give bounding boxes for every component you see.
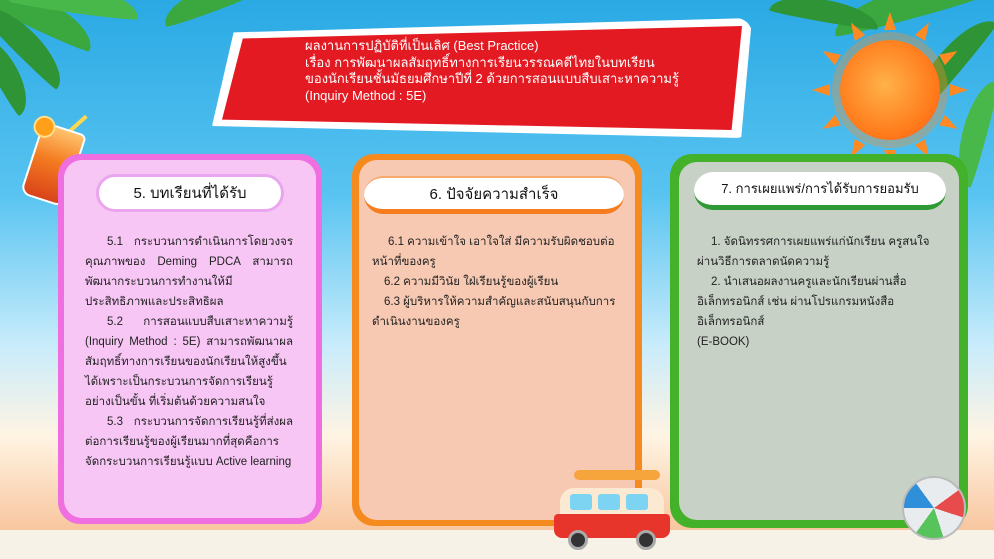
dissemination-body — [697, 232, 947, 352]
paragraph: 5.2 การสอนแบบสืบเสาะหาความรู้ (Inquiry Method : 5E) สามารถพัฒนาผลสัมฤทธิ์ทางการเรียนของนักเรียนให้สูงขึ้นได้เพราะเป็นกระบวนการจัดการเรียนรู้อย่างเป็นขั้น ที่เริ่มต้นด้วยความสนใจ — [85, 316, 293, 408]
beach-ball-icon — [902, 476, 966, 540]
beach-deck — [0, 530, 994, 559]
success-factors-body — [372, 232, 622, 332]
title-line: (Inquiry Method : 5E) — [305, 87, 427, 103]
dissemination-title: 7. การเผยแพร่/การได้รับการยอมรับ — [694, 172, 946, 210]
success-factors-title: 6. ปัจจัยความสำเร็จ — [364, 176, 624, 214]
title-line: ผลงานการปฏิบัติที่เป็นเลิศ (Best Practice) — [305, 38, 539, 53]
paragraph: 6.2 ความมีวินัย ใฝ่เรียนรู้ของผู้เรียน — [384, 276, 559, 288]
title-text — [305, 38, 715, 104]
title-line: ของนักเรียนชั้นมัธยมศึกษาปีที่ 2 ด้วยการสอนแบบสืบเสาะหาความรู้ — [305, 71, 679, 86]
lessons-learned-title: 5. บทเรียนที่ได้รับ — [96, 174, 284, 212]
lessons-learned-body — [85, 232, 293, 472]
paragraph: 1. จัดนิทรรศการเผยแพร่แก่นักเรียน ครูสนใจผ่านวิธีการตลาดนัดความรู้ — [697, 236, 930, 268]
paragraph: 5.3 กระบวนการจัดการเรียนรู้ที่ส่งผลต่อการเรียนรู้ของผู้เรียนมากที่สุดคือการจัดกระบวนการเรียนรู้แบบ Active learning — [85, 416, 293, 468]
sun-icon — [840, 40, 940, 140]
van-icon — [548, 470, 676, 552]
paragraph: 2. นำเสนอผลงานครูและนักเรียนผ่านสื่ออิเล็กทรอนิกส์ เช่น ผ่านโปรแกรมหนังสืออิเล็กทรอนิกส์ — [697, 276, 907, 328]
paragraph: 5.1 กระบวนการดำเนินการโดยวงจรคุณภาพของ Deming PDCA สามารถพัฒนากระบวนการทำงานให้มีประสิทธิภาพและประสิทธิผล — [85, 236, 293, 308]
title-line: เรื่อง การพัฒนาผลสัมฤทธิ์ทางการเรียนวรรณคดีไทยในบทเรียน — [305, 54, 655, 70]
palm-leaves-left — [0, 0, 180, 130]
paragraph: (E-BOOK) — [697, 336, 750, 348]
paragraph: 6.3 ผู้บริหารให้ความสำคัญและสนับสนุนกับการดำเนินงานของครู — [372, 296, 616, 328]
paragraph: 6.1 ความเข้าใจ เอาใจใส่ มีความรับผิดชอบต่อหน้าที่ของครู — [372, 236, 615, 268]
